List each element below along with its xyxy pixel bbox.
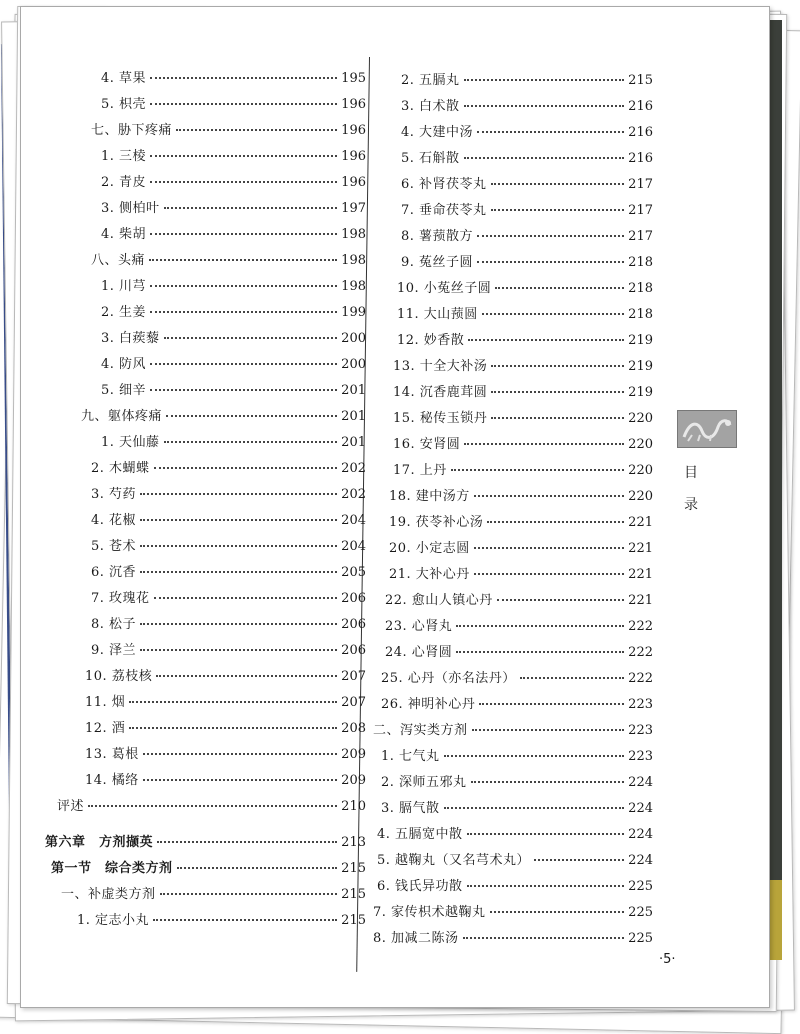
- toc-entry-page: 198: [341, 253, 366, 268]
- toc-leader-dots: [456, 625, 624, 627]
- toc-entry: [393, 355, 653, 374]
- toc-entry-page: 204: [341, 513, 366, 528]
- toc-entry-label: 14. 沉香鹿茸圆: [393, 385, 488, 400]
- toc-leader-dots: [140, 519, 337, 521]
- toc-entry-page: 225: [628, 879, 653, 894]
- toc-entry-page: 224: [628, 801, 653, 816]
- toc-entry: [389, 511, 653, 530]
- toc-leader-dots: [534, 859, 624, 861]
- toc-entry-label: 8. 薯蓣散方: [401, 229, 474, 244]
- toc-leader-dots: [150, 285, 337, 287]
- toc-entry-label: 6. 补肾茯苓丸: [401, 177, 487, 192]
- toc-leader-dots: [140, 493, 337, 495]
- toc-entry: [393, 407, 653, 426]
- toc-leader-dots: [456, 651, 624, 653]
- toc-entry: [381, 771, 653, 790]
- toc-entry-label: 5. 石斛散: [401, 151, 460, 166]
- toc-entry: [91, 587, 366, 606]
- toc-entry: [85, 717, 366, 736]
- toc-entry: [385, 641, 653, 660]
- toc-entry-label: 9. 菟丝子圆: [401, 255, 474, 270]
- toc-entry: [101, 145, 366, 164]
- toc-entry-label: 5. 苍术: [91, 539, 137, 554]
- toc-leader-dots: [479, 703, 624, 705]
- toc-entry: [401, 147, 653, 166]
- toc-leader-dots: [149, 259, 337, 261]
- toc-entry-page: 225: [628, 931, 653, 946]
- toc-entry-label: 24. 心肾圆: [385, 645, 453, 660]
- toc-entry: [401, 251, 653, 270]
- toc-entry-label: 3. 膈气散: [381, 801, 440, 816]
- toc-entry-label: 6. 沉香: [91, 565, 137, 580]
- toc-entry-page: 197: [341, 201, 366, 216]
- toc-entry: [389, 537, 653, 556]
- toc-leader-dots: [164, 337, 338, 339]
- toc-entry-page: 209: [341, 773, 366, 788]
- toc-entry: [377, 849, 653, 868]
- toc-entry: [377, 823, 653, 842]
- toc-entry-page: 196: [341, 123, 366, 138]
- toc-entry: [393, 459, 653, 478]
- toc-entry-page: 217: [628, 177, 653, 192]
- toc-entry-page: 223: [628, 723, 653, 738]
- toc-entry-label: 7. 家传枳术越鞠丸: [373, 905, 486, 920]
- toc-leader-dots: [129, 727, 337, 729]
- toc-entry: [91, 509, 366, 528]
- toc-leader-dots: [164, 207, 338, 209]
- toc-entry-label: 15. 秘传玉锁丹: [393, 411, 488, 426]
- toc-leader-dots: [487, 521, 624, 523]
- toc-leader-dots: [464, 443, 624, 445]
- toc-entry-label: 评述: [57, 799, 85, 814]
- toc-entry-label: 二、泻实类方剂: [373, 723, 468, 738]
- toc-entry-label: 第一节 综合类方剂: [51, 861, 173, 876]
- toc-leader-dots: [491, 417, 624, 419]
- toc-entry-page: 202: [341, 487, 366, 502]
- toc-entry-page: 199: [341, 305, 366, 320]
- toc-entry-page: 224: [628, 775, 653, 790]
- toc-leader-dots: [143, 753, 337, 755]
- toc-entry-label: 2. 生姜: [101, 305, 147, 320]
- toc-leader-dots: [520, 677, 624, 679]
- toc-entry: [85, 769, 366, 788]
- toc-entry-page: 201: [341, 435, 366, 450]
- toc-entry-page: 218: [628, 255, 653, 270]
- toc-leader-dots: [140, 623, 337, 625]
- toc-entry-page: 198: [341, 279, 366, 294]
- toc-entry: [101, 197, 366, 216]
- toc-entry-label: 5. 细辛: [101, 383, 147, 398]
- toc-entry-page: 209: [341, 747, 366, 762]
- toc-leader-dots: [467, 885, 625, 887]
- toc-entry-label: 4. 草果: [101, 71, 147, 86]
- toc-entry: [397, 329, 653, 348]
- toc-entry: [91, 535, 366, 554]
- toc-entry-label: 11. 烟: [85, 695, 126, 710]
- toc-entry-page: 223: [628, 697, 653, 712]
- toc-entry-page: 213: [341, 835, 366, 850]
- toc-entry-page: 218: [628, 281, 653, 296]
- toc-entry: [401, 173, 653, 192]
- toc-leader-dots: [474, 573, 624, 575]
- toc-leader-dots: [150, 103, 337, 105]
- toc-entry: [377, 875, 653, 894]
- toc-entry-label: 4. 柴胡: [101, 227, 147, 242]
- dragon-ornament-icon: [677, 410, 737, 448]
- toc-entry: [101, 171, 366, 190]
- toc-leader-dots: [150, 233, 337, 235]
- toc-leader-dots: [129, 701, 337, 703]
- toc-entry: [81, 405, 366, 424]
- toc-entry-page: 216: [628, 99, 653, 114]
- toc-entry-page: 205: [341, 565, 366, 580]
- toc-entry-label: 13. 葛根: [85, 747, 139, 762]
- toc-entry-page: 225: [628, 905, 653, 920]
- toc-entry-label: 20. 小定志圆: [389, 541, 470, 556]
- toc-entry-label: 10. 荔枝核: [85, 669, 153, 684]
- toc-leader-dots: [177, 867, 338, 869]
- toc-leader-dots: [474, 495, 624, 497]
- toc-entry-page: 220: [628, 411, 653, 426]
- toc-entry-page: 201: [341, 409, 366, 424]
- toc-entry-page: 217: [628, 203, 653, 218]
- toc-entry-label: 3. 白蒺藜: [101, 331, 160, 346]
- toc-entry-page: 206: [341, 617, 366, 632]
- toc-entry-page: 202: [341, 461, 366, 476]
- toc-entry: [101, 431, 366, 450]
- toc-entry: [101, 223, 366, 242]
- toc-entry-label: 3. 侧柏叶: [101, 201, 160, 216]
- toc-entry-page: 219: [628, 385, 653, 400]
- toc-entry: [85, 691, 366, 710]
- toc-entry: [373, 927, 653, 946]
- toc-entry-label: 4. 大建中汤: [401, 125, 474, 140]
- toc-leader-dots: [490, 911, 625, 913]
- toc-leader-dots: [463, 937, 625, 939]
- toc-entry-label: 一、补虚类方剂: [61, 887, 156, 902]
- toc-entry: [393, 433, 653, 452]
- toc-leader-dots: [491, 209, 625, 211]
- toc-leader-dots: [150, 77, 337, 79]
- toc-entry: [401, 199, 653, 218]
- toc-leader-dots: [150, 363, 337, 365]
- toc-entry-label: 1. 七气丸: [381, 749, 440, 764]
- toc-leader-dots: [140, 649, 337, 651]
- toc-leader-dots: [464, 79, 625, 81]
- toc-leader-dots: [482, 313, 624, 315]
- toc-entry-label: 18. 建中汤方: [389, 489, 470, 504]
- toc-entry-page: 206: [341, 643, 366, 658]
- toc-leader-dots: [477, 261, 624, 263]
- toc-leader-dots: [166, 415, 337, 417]
- toc-leader-dots: [150, 155, 337, 157]
- toc-entry-label: 17. 上丹: [393, 463, 447, 478]
- toc-entry: [91, 483, 366, 502]
- toc-leader-dots: [160, 893, 338, 895]
- toc-leader-dots: [444, 755, 625, 757]
- toc-entry: [385, 615, 653, 634]
- toc-entry-page: 208: [341, 721, 366, 736]
- toc-entry-label: 八、头痛: [91, 253, 146, 268]
- toc-entry: [385, 589, 653, 608]
- toc-leader-dots: [153, 919, 337, 921]
- toc-entry: [91, 457, 366, 476]
- toc-leader-dots: [164, 441, 338, 443]
- toc-entry: [91, 249, 366, 268]
- toc-entry-page: 195: [341, 71, 366, 86]
- toc-entry-label: 8. 加减二陈汤: [373, 931, 459, 946]
- toc-entry: [101, 67, 366, 86]
- toc-leader-dots: [491, 365, 624, 367]
- toc-entry: [101, 379, 366, 398]
- toc-leader-dots: [156, 675, 337, 677]
- toc-leader-dots: [497, 599, 624, 601]
- toc-entry-label: 5. 枳壳: [101, 97, 147, 112]
- toc-entry-page: 196: [341, 149, 366, 164]
- toc-entry-page: 221: [628, 593, 653, 608]
- toc-entry-label: 7. 垂命茯苓丸: [401, 203, 487, 218]
- toc-leader-dots: [468, 339, 624, 341]
- toc-entry-label: 1. 定志小丸: [77, 913, 150, 928]
- toc-entry: [401, 69, 653, 88]
- toc-entry-label: 13. 十全大补汤: [393, 359, 488, 374]
- toc-leader-dots: [150, 389, 337, 391]
- toc-entry-label: 5. 越鞠丸（又名芎术丸）: [377, 853, 531, 868]
- toc-entry: [101, 327, 366, 346]
- toc-leader-dots: [495, 287, 624, 289]
- toc-entry-label: 12. 妙香散: [397, 333, 465, 348]
- toc-leader-dots: [472, 729, 625, 731]
- toc-entry-page: 198: [341, 227, 366, 242]
- toc-entry-page: 224: [628, 827, 653, 842]
- toc-entry: [85, 743, 366, 762]
- toc-entry-page: 220: [628, 437, 653, 452]
- toc-entry-label: 21. 大补心丹: [389, 567, 470, 582]
- toc-entry-page: 215: [341, 913, 366, 928]
- toc-entry-label: 6. 钱氏异功散: [377, 879, 463, 894]
- toc-entry-label: 2. 青皮: [101, 175, 147, 190]
- toc-entry: [381, 667, 653, 686]
- toc-leader-dots: [451, 469, 624, 471]
- toc-entry: [91, 119, 366, 138]
- toc-entry-label: 12. 酒: [85, 721, 126, 736]
- toc-leader-dots: [176, 129, 337, 131]
- toc-entry: [91, 639, 366, 658]
- toc-entry: [397, 303, 653, 322]
- toc-entry: [373, 719, 653, 738]
- toc-entry-label: 26. 神明补心丹: [381, 697, 476, 712]
- toc-entry-label: 1. 川芎: [101, 279, 147, 294]
- toc-entry-page: 210: [341, 799, 366, 814]
- toc-entry-page: 220: [628, 463, 653, 478]
- toc-entry-page: 223: [628, 749, 653, 764]
- toc-entry: [57, 795, 366, 814]
- toc-entry-page: 219: [628, 359, 653, 374]
- toc-entry-page: 206: [341, 591, 366, 606]
- toc-leader-dots: [150, 311, 337, 313]
- toc-entry-page: 196: [341, 175, 366, 190]
- toc-entry-page: 200: [341, 331, 366, 346]
- toc-entry: [381, 693, 653, 712]
- page-number: ·5·: [659, 952, 676, 967]
- toc-entry-label: 4. 五膈宽中散: [377, 827, 463, 842]
- toc-entry-label: 23. 心肾丸: [385, 619, 453, 634]
- toc-entry-label: 七、胁下疼痛: [91, 123, 173, 138]
- toc-leader-dots: [491, 391, 624, 393]
- toc-entry: [381, 745, 653, 764]
- toc-leader-dots: [140, 571, 337, 573]
- toc-entry-label: 2. 深师五邪丸: [381, 775, 467, 790]
- toc-entry: [393, 381, 653, 400]
- toc-entry-page: 216: [628, 151, 653, 166]
- toc-entry: [373, 901, 653, 920]
- toc-leader-dots: [150, 181, 337, 183]
- toc-leader-dots: [471, 781, 625, 783]
- side-title-char: 目: [684, 465, 698, 481]
- toc-entry-label: 4. 防风: [101, 357, 147, 372]
- toc-leader-dots: [88, 805, 337, 807]
- toc-entry-page: 224: [628, 853, 653, 868]
- toc-entry-label: 11. 大山蓣圆: [397, 307, 478, 322]
- toc-entry-page: 200: [341, 357, 366, 372]
- toc-entry: [101, 353, 366, 372]
- toc-leader-dots: [157, 841, 337, 843]
- toc-entry: [45, 831, 366, 850]
- toc-leader-dots: [464, 105, 625, 107]
- toc-entry: [91, 613, 366, 632]
- toc-entry-page: 222: [628, 671, 653, 686]
- toc-entry-page: 215: [341, 861, 366, 876]
- toc-entry-page: 222: [628, 619, 653, 634]
- toc-entry: [85, 665, 366, 684]
- toc-entry-page: 222: [628, 645, 653, 660]
- toc-leader-dots: [154, 467, 338, 469]
- toc-entry-label: 3. 白术散: [401, 99, 460, 114]
- toc-leader-dots: [143, 779, 337, 781]
- toc-entry-page: 221: [628, 515, 653, 530]
- toc-entry-label: 九、躯体疼痛: [81, 409, 163, 424]
- side-section-title: [681, 457, 701, 521]
- toc-entry-page: 196: [341, 97, 366, 112]
- toc-entry-page: 221: [628, 541, 653, 556]
- toc-leader-dots: [474, 547, 624, 549]
- book-spine-accent: [768, 880, 782, 960]
- toc-entry: [401, 225, 653, 244]
- toc-leader-dots: [154, 597, 338, 599]
- toc-entry: [381, 797, 653, 816]
- toc-page: [20, 6, 770, 1008]
- toc-entry: [101, 93, 366, 112]
- toc-entry: [397, 277, 653, 296]
- toc-entry-label: 2. 木蝴蝶: [91, 461, 150, 476]
- toc-entry-label: 1. 天仙藤: [101, 435, 160, 450]
- toc-entry: [101, 301, 366, 320]
- toc-entry-label: 3. 芍药: [91, 487, 137, 502]
- toc-entry-label: 9. 泽兰: [91, 643, 137, 658]
- toc-entry-page: 220: [628, 489, 653, 504]
- toc-entry-label: 25. 心丹（亦名法丹）: [381, 671, 516, 686]
- toc-entry: [389, 563, 653, 582]
- toc-entry-page: 216: [628, 125, 653, 140]
- toc-entry-label: 16. 安肾圆: [393, 437, 461, 452]
- toc-entry-label: 19. 茯苓补心汤: [389, 515, 484, 530]
- side-title-char: 录: [684, 497, 698, 513]
- toc-entry-label: 14. 橘络: [85, 773, 139, 788]
- toc-entry: [91, 561, 366, 580]
- book-spine-edge: [768, 20, 782, 960]
- toc-entry-page: 204: [341, 539, 366, 554]
- toc-entry-page: 207: [341, 669, 366, 684]
- toc-leader-dots: [477, 235, 624, 237]
- toc-entry-label: 2. 五膈丸: [401, 73, 460, 88]
- toc-entry-page: 201: [341, 383, 366, 398]
- toc-leader-dots: [444, 807, 625, 809]
- toc-entry-page: 218: [628, 307, 653, 322]
- toc-leader-dots: [477, 131, 624, 133]
- toc-entry: [61, 883, 366, 902]
- toc-entry: [101, 275, 366, 294]
- toc-entry: [401, 95, 653, 114]
- toc-entry-label: 10. 小菟丝子圆: [397, 281, 492, 296]
- toc-entry-label: 第六章 方剂撷英: [45, 835, 154, 850]
- toc-entry-label: 22. 愈山人镇心丹: [385, 593, 493, 608]
- toc-entry-page: 215: [628, 73, 653, 88]
- toc-entry-page: 207: [341, 695, 366, 710]
- toc-entry-page: 215: [341, 887, 366, 902]
- toc-entry-label: 8. 松子: [91, 617, 137, 632]
- toc-entry: [51, 857, 366, 876]
- toc-leader-dots: [491, 183, 625, 185]
- toc-entry: [401, 121, 653, 140]
- toc-leader-dots: [467, 833, 625, 835]
- toc-entry: [77, 909, 366, 928]
- toc-entry-label: 7. 玫瑰花: [91, 591, 150, 606]
- toc-entry-page: 221: [628, 567, 653, 582]
- toc-leader-dots: [140, 545, 337, 547]
- toc-leader-dots: [464, 157, 625, 159]
- toc-entry: [389, 485, 653, 504]
- toc-entry-page: 219: [628, 333, 653, 348]
- toc-entry-label: 1. 三棱: [101, 149, 147, 164]
- toc-entry-page: 217: [628, 229, 653, 244]
- toc-entry-label: 4. 花椒: [91, 513, 137, 528]
